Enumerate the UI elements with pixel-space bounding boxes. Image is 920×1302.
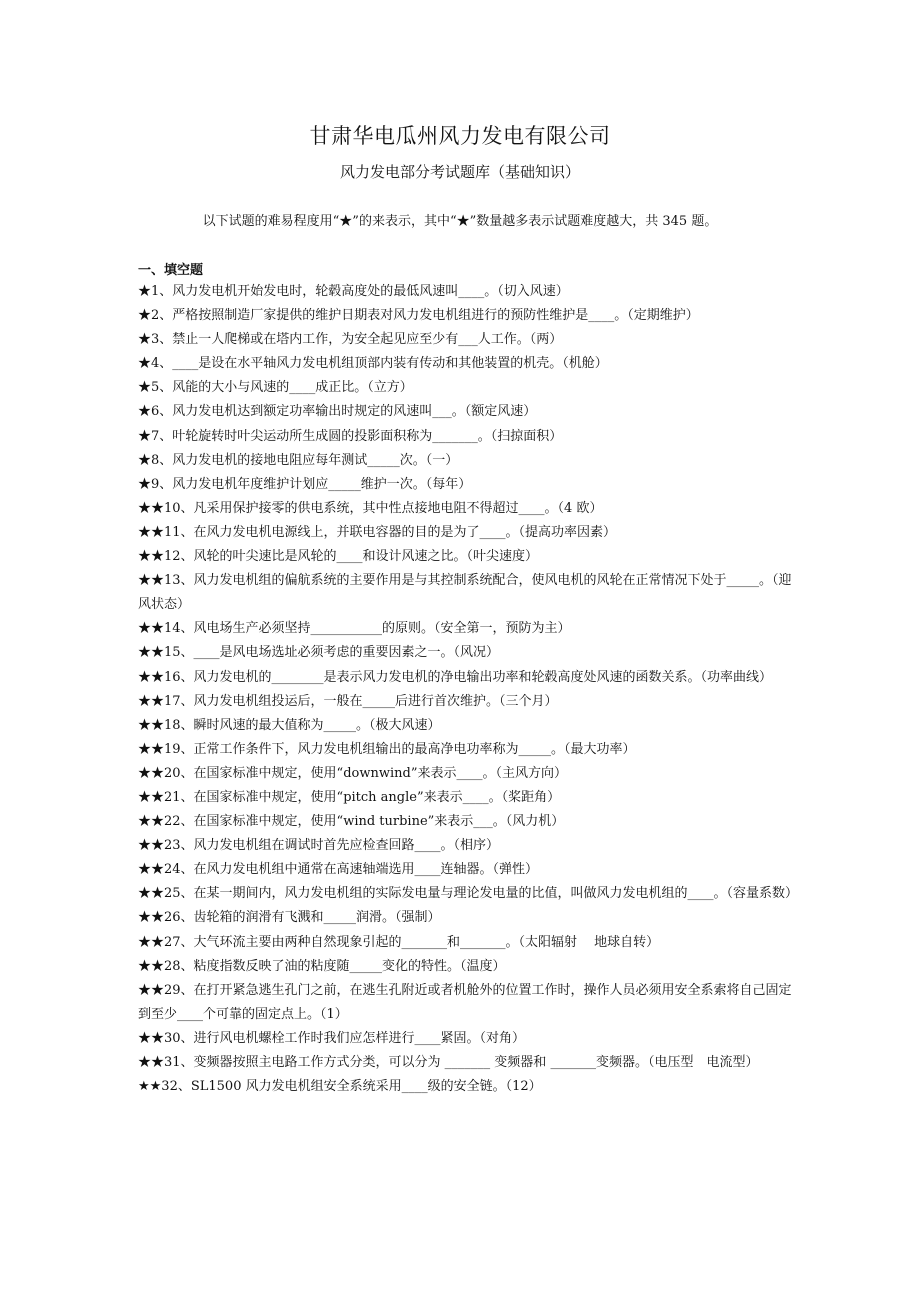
question-item: ★★26、齿轮箱的润滑有飞溅和_____润滑。（强制） <box>138 910 441 926</box>
question-item: ★★20、在国家标准中规定，使用“downwind”来表示____。（主风方向） <box>138 765 567 781</box>
question-item: ★8、风力发电机的接地电阻应每年测试_____次。（一） <box>138 452 459 468</box>
question-item: ★★22、在国家标准中规定，使用“wind turbine”来表示___。（风力机） <box>138 814 565 830</box>
question-item: ★★19、正常工作条件下，风力发电机组输出的最高净电功率称为_____。（最大功率） <box>138 741 636 757</box>
question-item: ★★30、进行风电机螺栓工作时我们应怎样进行____紧固。（对角） <box>138 1030 526 1046</box>
question-list <box>138 280 802 1099</box>
question-item: ★★28、粘度指数反映了油的粘度随_____变化的特性。（温度） <box>138 958 506 974</box>
question-item: ★★10、凡采用保护接零的供电系统，其中性点接地电阻不得超过____。（4 欧） <box>138 500 603 516</box>
question-item: ★★32、SL1500 风力发电机组安全系统采用____级的安全链。（12） <box>138 1079 542 1095</box>
intro-paragraph: 以下试题的难易程度用“★”的来表示，其中“★”数量越多表示试题难度越大，共 345 题。 <box>202 214 718 229</box>
question-item: ★1、风力发电机开始发电时，轮毂高度处的最低风速叫____。（切入风速） <box>138 284 569 299</box>
question-item: ★★24、在风力发电机组中通常在高速轴端选用____连轴器。（弹性） <box>138 862 539 878</box>
question-item: ★7、叶轮旋转时叶尖运动所生成圆的投影面积称为_______。（扫掠面积） <box>138 428 563 444</box>
question-item: ★★16、风力发电机的________是表示风力发电机的净电输出功率和轮毂高度处风速的函数关系。（功率曲线） <box>138 669 773 685</box>
question-item: ★4、____是设在水平轴风力发电机组顶部内装有传动和其他装置的机壳。（机舱） <box>138 356 608 372</box>
question-item: ★★13、风力发电机组的偏航系统的主要作用是与其控制系统配合，使风电机的风轮在正常情况下处于_____。（迎风状态） <box>138 573 792 613</box>
document-title: 甘肃华电瓜州风力发电有限公司 <box>309 124 611 148</box>
question-item: ★5、风能的大小与风速的____成正比。（立方） <box>138 380 413 396</box>
question-item: ★★27、大气环流主要由两种自然现象引起的_______和_______。（太阳辐射 地球自转） <box>138 934 660 950</box>
question-item: ★3、禁止一人爬梯或在塔内工作，为安全起见应至少有___人工作。（两） <box>138 332 563 348</box>
question-item: ★★21、在国家标准中规定，使用“pitch angle”来表示____。（桨距角） <box>138 789 561 805</box>
question-item: ★★31、变频器按照主电路工作方式分类，可以分为 _______ 变频器和 _______变频器。（电压型 电流型） <box>138 1055 759 1070</box>
question-item: ★★14、风电场生产必须坚持___________的原则。（安全第一，预防为主） <box>138 621 571 637</box>
question-item: ★★29、在打开紧急逃生孔门之前，在逃生孔附近或者机舱外的位置工作时，操作人员必须用安全系索将自己固定到至少____个可靠的固定点上。（1） <box>138 982 792 1022</box>
question-item: ★2、严格按照制造厂家提供的维护日期表对风力发电机组进行的预防性维护是____。（定期维护） <box>138 308 699 324</box>
question-item: ★9、风力发电机年度维护计划应_____维护一次。（每年） <box>138 476 472 492</box>
question-item: ★★12、风轮的叶尖速比是风轮的____和设计风速之比。（叶尖速度） <box>138 549 539 565</box>
question-item: ★★11、在风力发电机电源线上，并联电容器的目的是为了____。（提高功率因素） <box>138 524 617 540</box>
question-item: ★★18、瞬时风速的最大值称为_____。（极大风速） <box>138 717 441 733</box>
question-item: ★6、风力发电机达到额定功率输出时规定的风速叫___。（额定风速） <box>138 404 537 420</box>
section-heading: 一、填空题 <box>138 263 204 278</box>
question-item: ★★25、在某一期间内，风力发电机组的实际发电量与理论发电量的比值，叫做风力发电机组的____。（容量系数） <box>138 886 799 902</box>
question-item: ★★17、风力发电机组投运后，一般在_____后进行首次维护。（三个月） <box>138 693 558 709</box>
question-item: ★★23、风力发电机组在调试时首先应检查回路____。（相序） <box>138 838 500 854</box>
question-item: ★★15、____是风电场选址必须考虑的重要因素之一。（风况） <box>138 645 500 661</box>
document-subtitle: 风力发电部分考试题库（基础知识） <box>339 163 580 181</box>
